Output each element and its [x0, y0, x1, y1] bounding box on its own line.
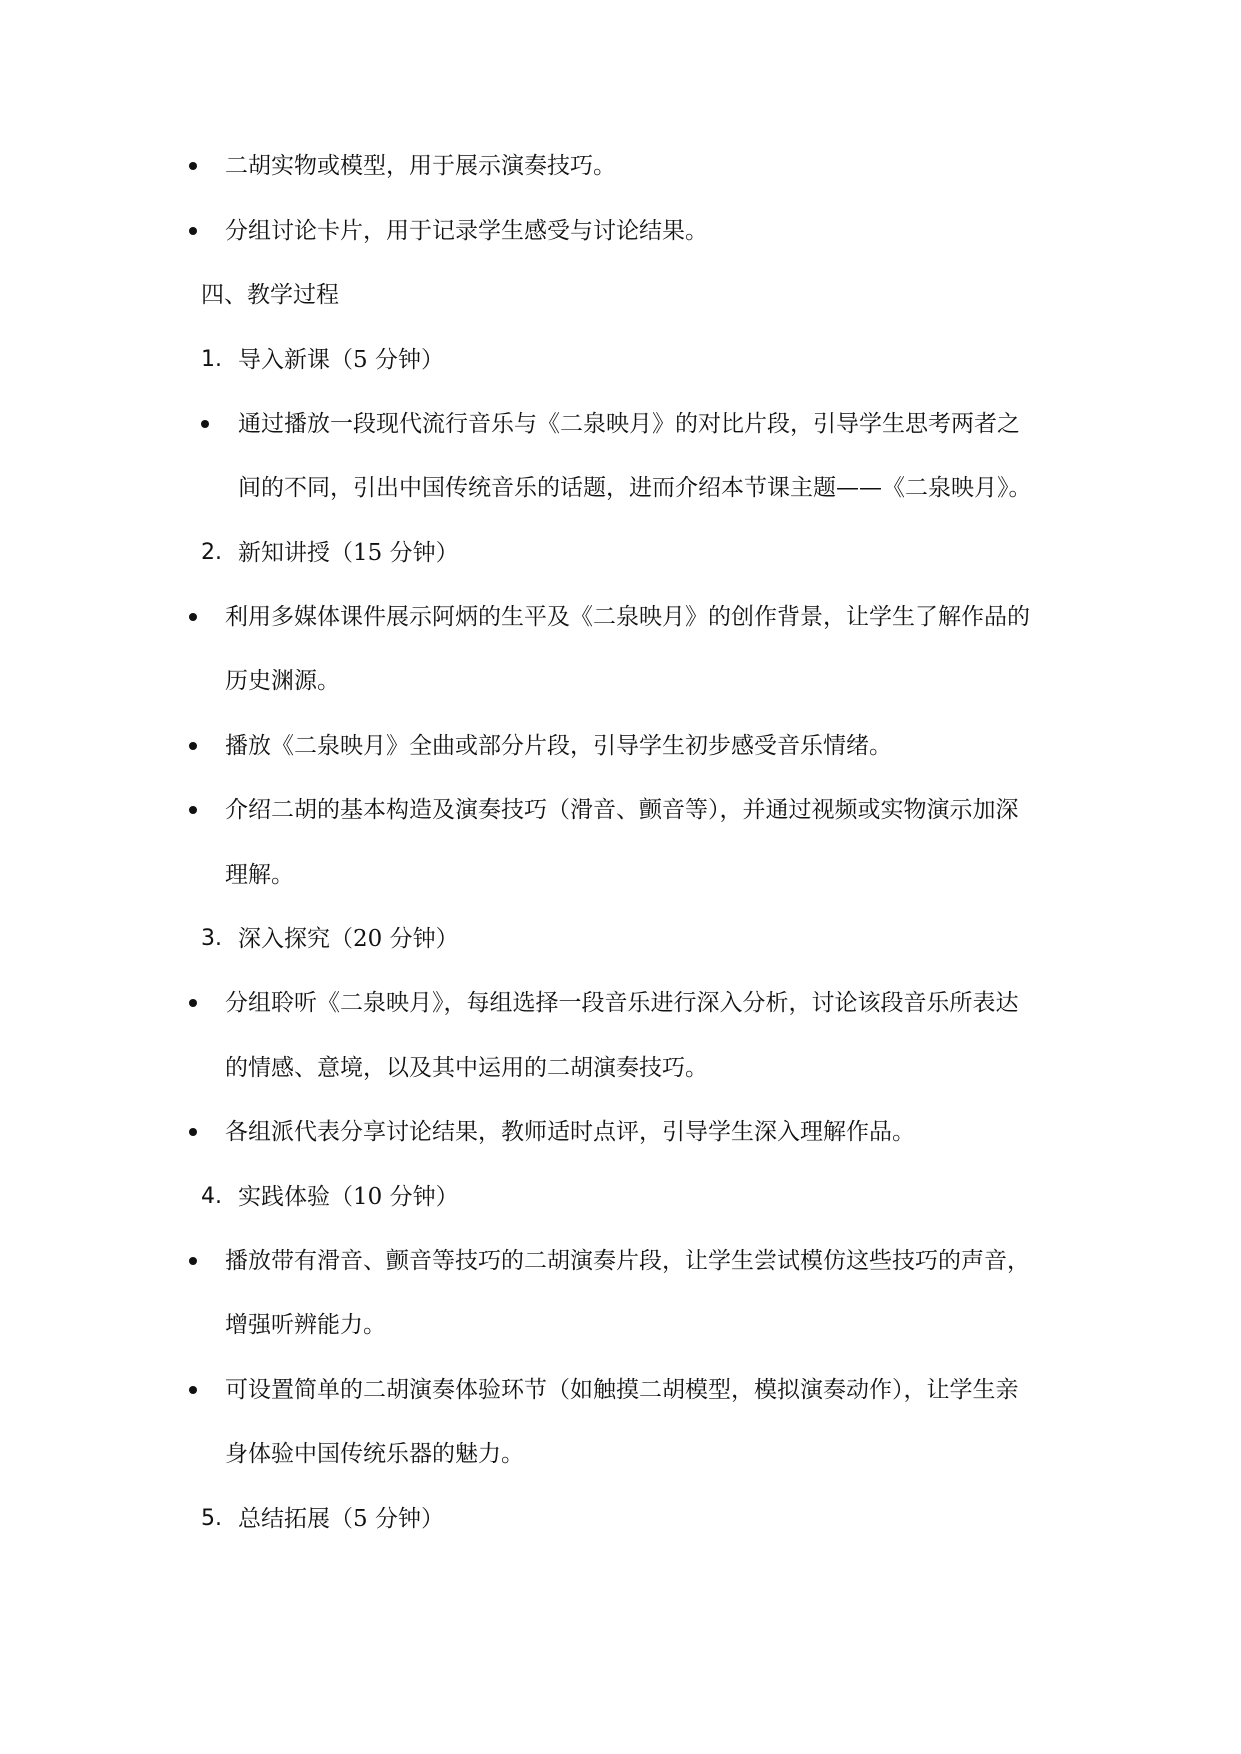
list-item-text: 间的不同，引出中国传统音乐的话题，进而介绍本节课主题——《二泉映月》。 [238, 475, 1032, 501]
item-number: 1. [201, 347, 222, 372]
list-item [0, 726, 1241, 766]
list-item-continuation [0, 855, 1241, 895]
list-item [0, 1241, 1241, 1281]
list-item-text: 理解。 [225, 862, 294, 888]
bullet-dot [189, 1128, 197, 1136]
list-item [0, 1112, 1241, 1152]
list-item [0, 211, 1241, 251]
item-title: 总结拓展（5 分钟） [238, 1506, 444, 1532]
list-item-text: 二胡实物或模型，用于展示演奏技巧。 [225, 153, 616, 179]
list-item [0, 790, 1241, 830]
bullet-dot [189, 742, 197, 750]
item-title: 深入探究（20 分钟） [238, 926, 459, 952]
section-heading-text: 四、教学过程 [201, 282, 339, 308]
list-item-text: 可设置简单的二胡演奏体验环节（如触摸二胡模型，模拟演奏动作），让学生亲 [225, 1377, 1019, 1403]
list-item [0, 1370, 1241, 1410]
list-item-text: 分组聆听《二泉映月》，每组选择一段音乐进行深入分析，讨论该段音乐所表达 [225, 990, 1019, 1016]
bullet-dot [201, 420, 209, 428]
item-number: 5. [201, 1506, 222, 1531]
bullet-dot [189, 1386, 197, 1394]
list-item-continuation [0, 661, 1241, 701]
section-heading [0, 275, 1241, 315]
list-item-text: 增强听辨能力。 [225, 1312, 386, 1338]
list-item [0, 404, 1241, 444]
item-title: 新知讲授（15 分钟） [238, 540, 459, 566]
bullet-dot [189, 227, 197, 235]
list-item-text: 各组派代表分享讨论结果，教师适时点评，引导学生深入理解作品。 [225, 1119, 915, 1145]
numbered-item [0, 340, 1241, 380]
numbered-item [0, 1177, 1241, 1217]
list-item-text: 身体验中国传统乐器的魅力。 [225, 1441, 524, 1467]
list-item-text: 介绍二胡的基本构造及演奏技巧（滑音、颤音等），并通过视频或实物演示加深 [225, 797, 1019, 823]
bullet-dot [189, 806, 197, 814]
bullet-dot [189, 1257, 197, 1265]
bullet-dot [189, 999, 197, 1007]
item-number: 4. [201, 1184, 222, 1209]
list-item-text: 利用多媒体课件展示阿炳的生平及《二泉映月》的创作背景，让学生了解作品的 [225, 604, 1030, 630]
list-item-continuation [0, 1048, 1241, 1088]
item-number: 2. [201, 540, 222, 565]
list-item-continuation [0, 468, 1241, 508]
list-item [0, 983, 1241, 1023]
list-item-text: 播放带有滑音、颤音等技巧的二胡演奏片段，让学生尝试模仿这些技巧的声音， [225, 1248, 1030, 1274]
bullet-dot [189, 162, 197, 170]
list-item-text: 通过播放一段现代流行音乐与《二泉映月》的对比片段，引导学生思考两者之 [238, 411, 1020, 437]
item-title: 实践体验（10 分钟） [238, 1184, 459, 1210]
item-title: 导入新课（5 分钟） [238, 347, 444, 373]
numbered-item [0, 533, 1241, 573]
list-item-continuation [0, 1305, 1241, 1345]
list-item-continuation [0, 1434, 1241, 1474]
numbered-item [0, 1499, 1241, 1539]
list-item-text: 播放《二泉映月》全曲或部分片段，引导学生初步感受音乐情绪。 [225, 733, 892, 759]
list-item [0, 146, 1241, 186]
list-item [0, 597, 1241, 637]
bullet-dot [189, 613, 197, 621]
list-item-text: 的情感、意境，以及其中运用的二胡演奏技巧。 [225, 1055, 708, 1081]
list-item-text: 历史渊源。 [225, 668, 340, 694]
numbered-item [0, 919, 1241, 959]
list-item-text: 分组讨论卡片，用于记录学生感受与讨论结果。 [225, 218, 708, 244]
item-number: 3. [201, 926, 222, 951]
